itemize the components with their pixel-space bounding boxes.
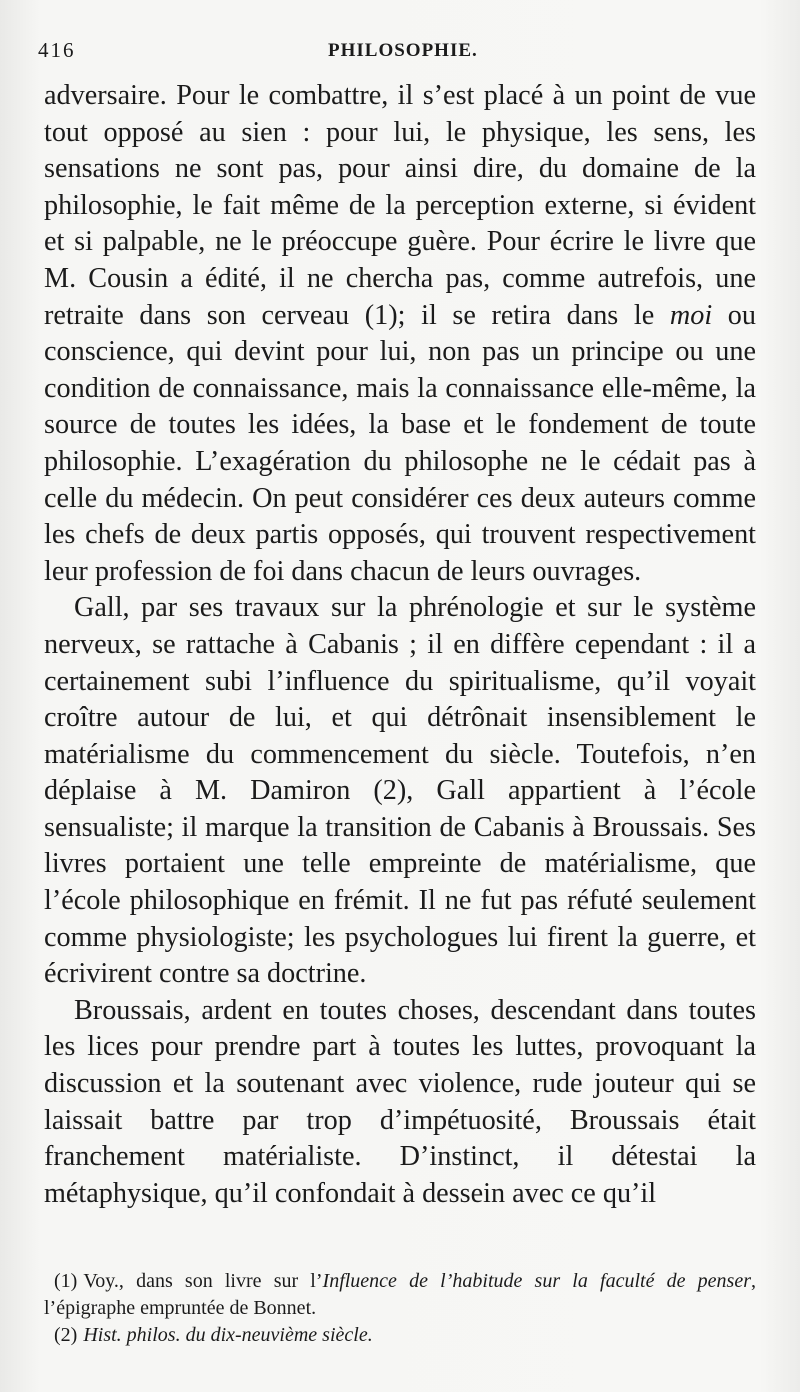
footnote-2-text: Hist. philos. du dix-neuvième siècle. (83, 1324, 373, 1346)
footnote-1 (44, 1268, 756, 1322)
paragraph-1-text-b: ou conscience, qui devint pour lui, non pas un principe ou une condition de connaissance, mais la connaissance elle-même, la source de toutes les idées, la base et le fondement de toute philosophie. L’exagération du philosophe ne le cédait pas à celle du médecin. On peut considérer ces deux auteurs comme les chefs de deux partis opposés, qui trouvent respectivement leur profession de foi dans chacun de leurs ouvrages. (44, 299, 756, 587)
paragraph-1 (44, 78, 756, 590)
footnote-1-text-b: , l’épigraphe empruntée de Bonnet. (44, 1270, 756, 1319)
paragraph-1-text-a: adversaire. Pour le combattre, il s’est placé à un point de vue tout opposé au sien : pour lui, le physique, les sens, les sensations ne sont pas, pour ainsi dire, du domaine de la philosophie, le fait même de la perception externe, si évident et si palpable, ne le préoccupe guère. Pour écrire le livre que M. Cousin a édité, il ne chercha pas, comme autrefois, une retraite dans son cerveau (1); il se retira dans le (44, 80, 756, 331)
page-number: 416 (38, 38, 76, 62)
footnote-1-emphasis: Influence de l’habitude sur la faculté de penser (322, 1270, 751, 1292)
running-head (38, 38, 760, 68)
running-title: PHILOSOPHIE. (328, 40, 478, 61)
footnote-2-mark: (2) (54, 1324, 78, 1346)
paragraph-1-emphasis: moi (669, 299, 713, 331)
footnote-2 (44, 1322, 756, 1349)
paragraph-3: Broussais, ardent en toutes choses, descendant dans toutes les lices pour prendre part à toutes les luttes, provoquant la discussion et la soutenant avec violence, rude jouteur qui se laissait battre par trop d’impétuosité, Broussais était franchement matérialiste. D’instinct, il détestai la métaphysique, qu’il confondait à dessein avec ce qu’il (44, 994, 756, 1209)
footnotes (44, 1268, 756, 1349)
footnote-1-text-a: Voy., dans son livre sur l’ (83, 1270, 323, 1292)
footnote-1-mark: (1) (54, 1270, 78, 1292)
paragraph-2: Gall, par ses travaux sur la phrénologie et sur le système nerveux, se rattache à Cabanis ; il en diffère cependant : il a certainement subi l’influence du spiritualisme, qu’il voyait croître autour de lui, et qui détrônait insensiblement le matérialisme du commencement du siècle. Toutefois, n’en déplaise à M. Damiron (2), Gall appartient à l’école sensualiste; il marque la transition de Cabanis à Broussais. Ses livres portaient une telle empreinte de matérialisme, que l’école philosophique en frémit. Il ne fut pas réfuté seulement comme physiologiste; les psychologues lui firent la guerre, et écrivirent contre sa doctrine. (44, 592, 756, 990)
body-text (44, 78, 756, 1212)
